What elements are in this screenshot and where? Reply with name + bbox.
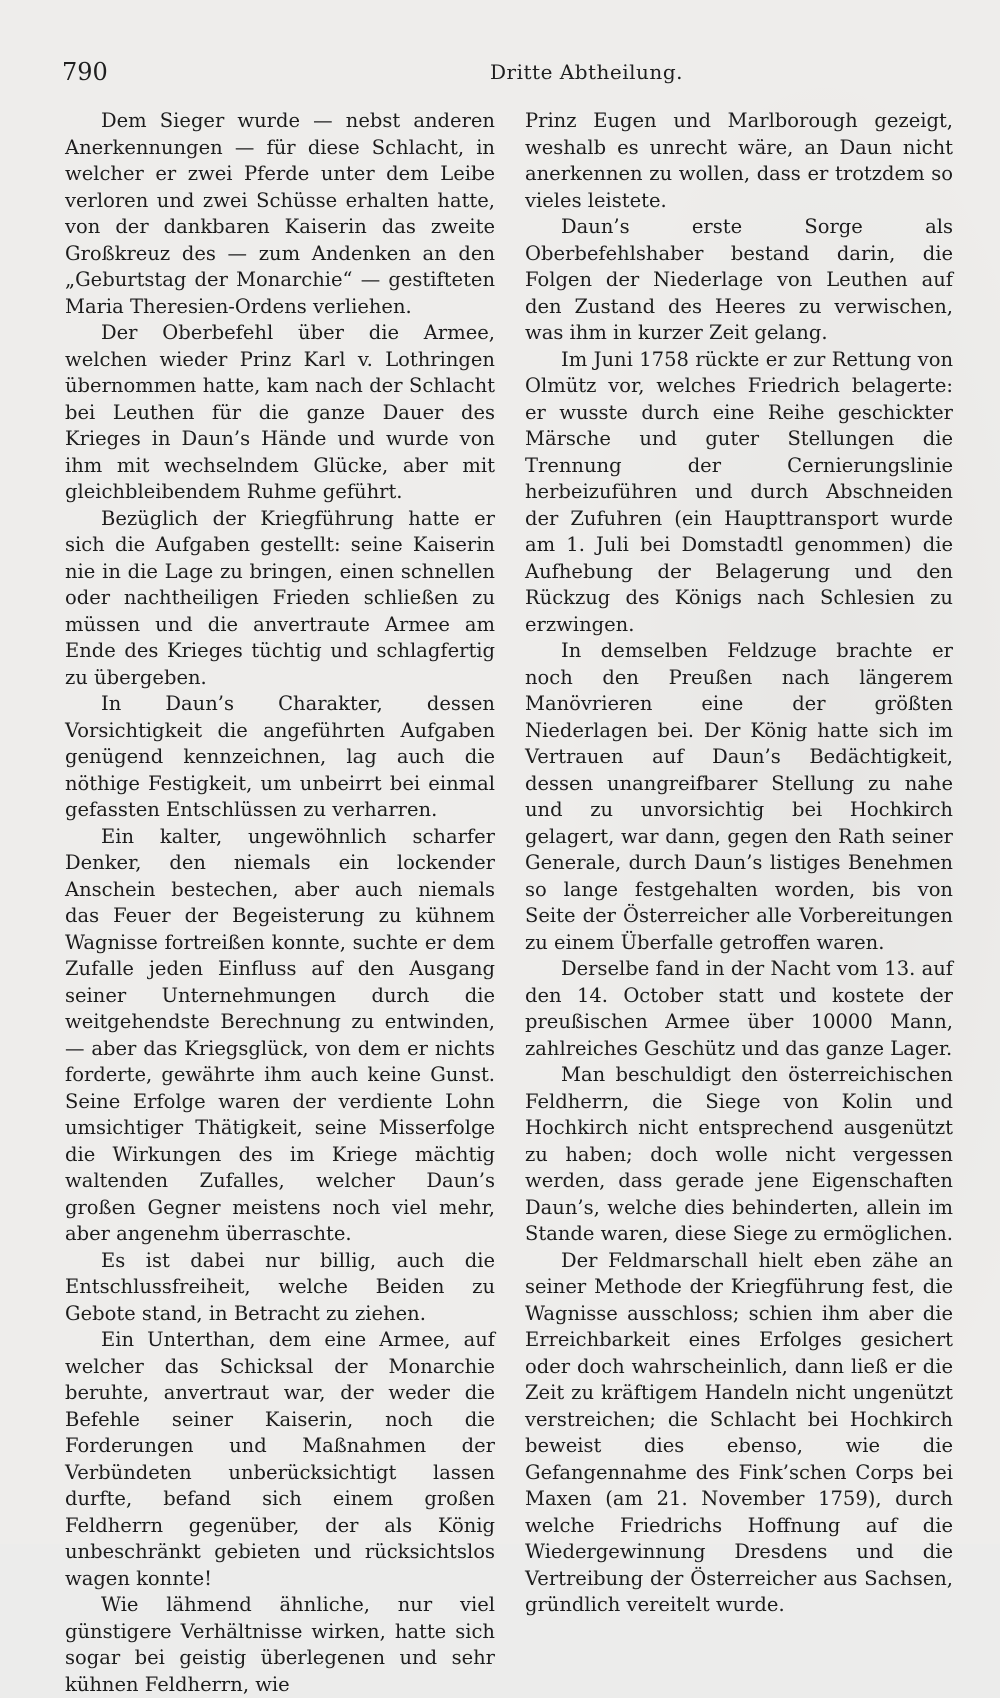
paragraph: Es ist dabei nur billig, auch die Entschlussfreiheit, welche Beiden zu Gebote stand, in Betracht zu ziehen. bbox=[65, 1248, 495, 1325]
left-column bbox=[65, 108, 495, 1698]
right-column bbox=[525, 108, 953, 1619]
paragraph: Dem Sieger wurde — nebst anderen Anerkennungen — für diese Schlacht, in welcher er zwei Pferde unter dem Leibe verloren und zwei Schüsse erhalten hatte, von der dankbaren Kaiserin das zweite Großkreuz des — zum Andenken an den „Geburtstag der Monarchie“ — gestifteten Maria Theresien-Ordens verliehen. bbox=[65, 109, 495, 318]
paragraph: Man beschuldigt den österreichischen Feldherrn, die Siege von Kolin und Hochkirch nicht entsprechend ausgenützt zu haben; doch wolle nicht vergessen werden, dass gerade jene Eigenschaften Daun’s, welche dies behinderten, allein im Stande waren, diese Siege zu ermöglichen. bbox=[525, 1063, 953, 1245]
paragraph-continued: Prinz Eugen und Marlborough gezeigt, weshalb es unrecht wäre, an Daun nicht anerkennen zu wollen, dass er trotzdem so vieles leistete. bbox=[525, 109, 953, 212]
paragraph: Ein Unterthan, dem eine Armee, auf welcher das Schicksal der Monarchie beruhte, anvertraut war, der weder die Befehle seiner Kaiserin, noch die Forderungen und Maßnahmen der Verbündeten unberücksichtigt lassen durfte, befand sich einem großen Feldherrn gegenüber, der als König unbeschränkt gebieten und rücksichtslos wagen konnte! bbox=[65, 1328, 495, 1590]
paragraph: In Daun’s Charakter, dessen Vorsichtigkeit die angeführten Aufgaben genügend kennzeichnen, lag auch die nöthige Festigkeit, um unbeirrt bei einmal gefassten Entschlüssen zu verharren. bbox=[65, 692, 495, 821]
paragraph: Ein kalter, ungewöhnlich scharfer Denker, den niemals ein lockender Anschein bestechen, aber auch niemals das Feuer der Begeisterung zu kühnem Wagnisse fortreißen konnte, suchte er dem Zufalle jeden Einfluss auf den Ausgang seiner Unternehmungen durch die weitgehendste Berechnung zu entwinden, — aber das Kriegsglück, von dem er nichts forderte, gewährte ihm auch keine Gunst. Seine Erfolge waren der verdiente Lohn umsichtiger Thätigkeit, seine Misserfolge die Wirkungen des im Kriege mächtig waltenden Zufalles, welcher Daun’s großen Gegner meistens noch viel mehr, aber angenehm überraschte. bbox=[65, 824, 495, 1245]
paragraph: Der Oberbefehl über die Armee, welchen wieder Prinz Karl v. Lothringen übernommen hatte, kam nach der Schlacht bei Leuthen für die ganze Dauer des Krieges in Daun’s Hände und wurde von ihm mit wechselndem Glücke, aber mit gleichbleibendem Ruhme geführt. bbox=[65, 321, 495, 503]
running-head: Dritte Abtheilung. bbox=[490, 60, 683, 84]
page-number: 790 bbox=[62, 58, 108, 86]
paragraph: Derselbe fand in der Nacht vom 13. auf den 14. October statt und kostete der preußischen Armee über 10000 Mann, zahlreiches Geschütz und das ganze Lager. bbox=[525, 957, 953, 1060]
paragraph: In demselben Feldzuge brachte er noch den Preußen nach längerem Manövrieren eine der größten Niederlagen bei. Der König hatte sich im Vertrauen auf Daun’s Bedächtigkeit, dessen unangreifbarer Stellung zu nahe und zu unvorsichtig bei Hochkirch gelagert, war dann, gegen den Rath seiner Generale, durch Daun’s listiges Benehmen so lange festgehalten worden, bis von Seite der Österreicher alle Vorbereitungen zu einem Überfalle getroffen waren. bbox=[525, 639, 953, 954]
paragraph: Der Feldmarschall hielt eben zähe an seiner Methode der Kriegführung fest, die Wagnisse ausschloss; schien ihm aber die Erreichbarkeit eines Erfolges gesichert oder doch wahrscheinlich, dann ließ er die Zeit zu kräftigem Handeln nicht ungenützt verstreichen; die Schlacht bei Hochkirch beweist dies ebenso, wie die Gefangennahme des Fink’schen Corps bei Maxen (am 21. November 1759), durch welche Friedrichs Hoffnung auf die Wiedergewinnung Dresdens und die Vertreibung der Österreicher aus Sachsen, gründlich vereitelt wurde. bbox=[525, 1248, 953, 1616]
paragraph: Wie lähmend ähnliche, nur viel günstigere Verhältnisse wirken, hatte sich sogar bei geistig überlegenen und sehr kühnen Feldherrn, wie bbox=[65, 1593, 495, 1696]
paragraph: Bezüglich der Kriegführung hatte er sich die Aufgaben gestellt: seine Kaiserin nie in die Lage zu bringen, einen schnellen oder nachtheiligen Frieden schließen zu müssen und die anvertraute Armee am Ende des Krieges tüchtig und schlagfertig zu übergeben. bbox=[65, 506, 495, 689]
page-header bbox=[62, 58, 962, 90]
paragraph: Daun’s erste Sorge als Oberbefehlshaber bestand darin, die Folgen der Niederlage von Leuthen auf den Zustand des Heeres zu verwischen, was ihm in kurzer Zeit gelang. bbox=[525, 215, 953, 344]
paragraph: Im Juni 1758 rückte er zur Rettung von Olmütz vor, welches Friedrich belagerte: er wusste durch eine Reihe geschickter Märsche und guter Stellungen die Trennung der Cernierungslinie herbeizuführen und durch Abschneiden der Zufuhren (ein Haupttransport wurde am 1. Juli bei Domstadtl genommen) die Aufhebung der Belagerung und den Rückzug des Königs nach Schlesien zu erzwingen. bbox=[525, 347, 953, 636]
